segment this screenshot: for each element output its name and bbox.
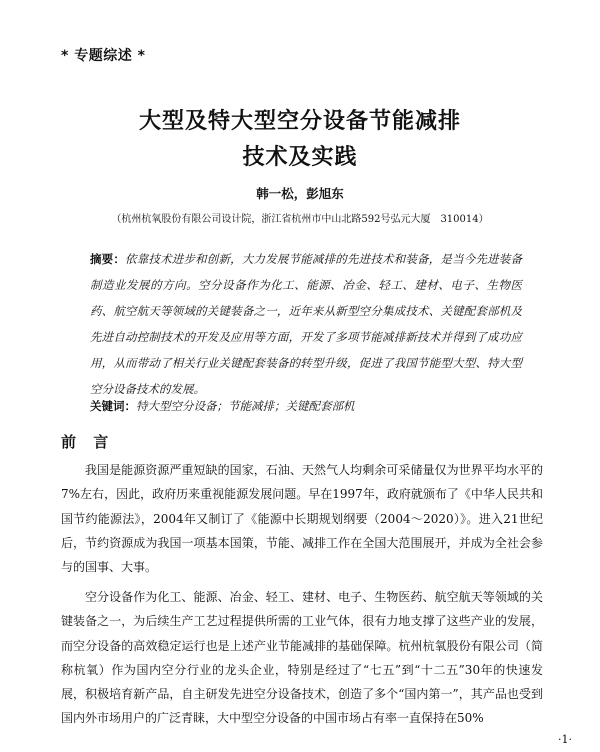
- body-paragraph-1: 我国是能源资源严重短缺的国家，石油、天然气人均剩余可采储量仅为世界平均水平的7%左右，因此，政府历来重视能源发展问题。早在1997年，政府就颁布了《中华人民共和国节约能源法》，2004年又制订了《能源中长期规划纲要（2004～2020）》。进入21世纪后，节约资源成为我国一项基本国策，节能、减排工作在全国大范围展开，并成为全社会参与的国事、大事。: [61, 463, 543, 575]
- article-title-line2: 技术及实践: [242, 145, 358, 170]
- keywords: [90, 398, 522, 414]
- keywords-text: 特大型空分设备；节能减排；关键配套部机: [136, 399, 355, 413]
- abstract-label: 摘要：: [90, 252, 126, 266]
- section-heading: 前 言: [61, 433, 115, 451]
- keywords-label: 关键词：: [90, 399, 136, 413]
- abstract-text: 依靠技术进步和创新，大力发展节能减排的先进技术和装备，是当今先进装备制造业发展的方向。空分设备作为化工、能源、冶金、轻工、建材、电子、生物医药、航空航天等领域的关键装备之一，近年来从新型空分集成技术、关键配套部机及先进自动控制技术的开发及应用等方面，开发了多项节能减排新技术并得到了成功应用，从而带动了相关行业关键配套装备的转型升级，促进了我国节能型大型、特大型空分设备技术的发展。: [90, 252, 523, 396]
- column-tag: * 专题综述 *: [61, 48, 146, 64]
- abstract: [90, 246, 522, 402]
- body-paragraph-2: 空分设备作为化工、能源、冶金、轻工、建材、电子、生物医药、航空航天等领域的关键装备之一，为后续生产工艺过程提供所需的工业气体，很有力地支撑了这些产业的发展，而空分设备的高效稳定运行也是上述产业节能减排的基础保障。杭州杭氧股份有限公司（简称杭氧）作为国内空分行业的龙头企业，特别是经过了“七五”到“十二五”30年的快速发展，积极培育新产品，自主研发先进空分设备技术，创造了多个“国内第一”，其产品也受到国内外市场用户的广泛青睐，大中型空分设备的中国市场占有率一直保持在50%: [61, 590, 543, 726]
- article-title-line1: 大型及特大型空分设备节能减排: [138, 109, 461, 134]
- affiliation: （杭州杭氧股份有限公司设计院，浙江省杭州市中山北路592号弘元大厦 310014）: [111, 214, 489, 225]
- page-number: ·1·: [558, 733, 572, 746]
- authors: 韩一松，彭旭东: [256, 186, 344, 201]
